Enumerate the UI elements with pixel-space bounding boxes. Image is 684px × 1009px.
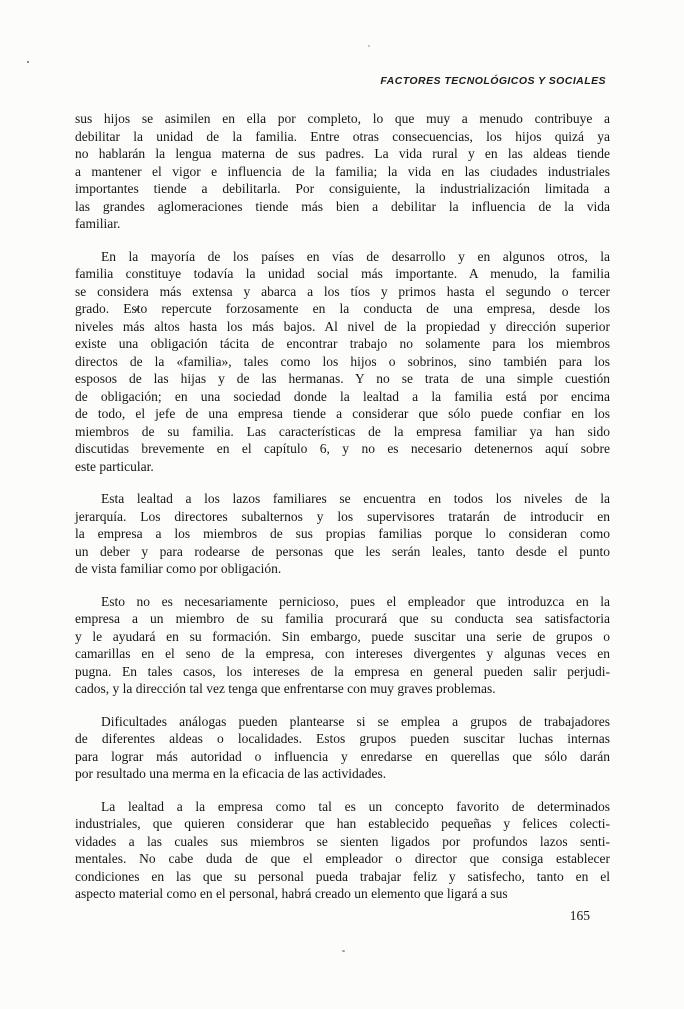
text-line: familiar. — [75, 216, 121, 231]
text-line: este particular. — [75, 458, 154, 474]
text-line: La lealtad a la empresa como tal es un concepto favorito de determinados — [101, 798, 610, 814]
text-line: se considera más extensa y abarca a los tíos y primos hasta el segundo o tercer — [75, 283, 610, 299]
text-line: las grandes aglomeraciones tiende más bien a debilitar la influencia de la vida — [75, 198, 610, 214]
text-line: jerarquía. Los directores subalternos y los supervisores tratarán de introducir en — [75, 508, 610, 524]
running-header: FACTORES TECNOLÓGICOS Y SOCIALES — [380, 75, 606, 87]
scan-speck — [368, 45, 370, 47]
text-line: industriales, que quieren considerar que han establecido pequeñas y felices colecti- — [75, 816, 610, 831]
text-line: por resultado una merma en la eficacia de las actividades. — [75, 766, 387, 781]
text-line: esposos de las hijas y de las hermanas. Y no se trata de una simple cuestión — [75, 371, 610, 386]
text-line: familia constituye todavía la unidad social más importante. A menudo, la familia — [75, 266, 610, 281]
text-line: Esta lealtad a los lazos familiares se encuentra en todos los niveles de la — [101, 491, 610, 506]
text-line: debilitar la unidad de la familia. Entre otras consecuencias, los hijos quizá ya — [75, 128, 610, 144]
text-line: empresa a un miembro de su familia procurará que su conducta sea satisfactoria — [75, 611, 610, 626]
text-line: Esto no es necesariamente pernicioso, pues el empleador que introduzca en la — [101, 593, 610, 609]
text-line: de diferentes aldeas o localidades. Estos grupos pueden suscitar luchas internas — [75, 731, 610, 746]
text-line: condiciones en las que su personal pueda trabajar feliz y satisfecho, tanto en el — [75, 868, 610, 884]
text-line: mentales. No cabe duda de que el empleador o director que consiga establecer — [75, 851, 610, 866]
text-line: miembros de su familia. Las características de la empresa familiar ya han sido — [75, 423, 610, 439]
text-line: Dificultades análogas pueden plantearse si se emplea a grupos de trabajadores — [101, 713, 610, 729]
text-line: la empresa a los miembros de sus propias familias porque lo consideran como — [75, 526, 610, 541]
text-line: discutidas brevemente en el capítulo 6, y no es necesario detenernos aquí sobre — [75, 441, 610, 456]
text-line: existe una obligación tácita de encontrar trabajo no solamente para los miembros — [75, 336, 610, 351]
body-text — [75, 110, 610, 918]
text-line: pugna. En tales casos, los intereses de la empresa en general pueden salir perjudi- — [75, 663, 610, 679]
text-line: no hablarán la lengua materna de sus padres. La vida rural y en las aldeas tiende — [75, 146, 610, 161]
page-number: 165 — [569, 908, 590, 923]
text-line: y le ayudará en su formación. Sin embargo, puede suscitar una serie de grupos o — [75, 628, 610, 644]
paragraph — [75, 490, 610, 578]
paragraph — [75, 798, 610, 903]
text-line: de obligación; en una sociedad donde la lealtad a la familia está por encima — [75, 388, 610, 404]
text-line: directos de la «familia», tales como los hijos o sobrinos, sino también para los — [75, 353, 610, 369]
text-line: vidades a las cuales sus miembros se sienten ligados por profundos lazos senti- — [75, 833, 610, 849]
scan-speck — [27, 61, 29, 63]
text-line: importantes tiende a debilitarla. Por consiguiente, la industrialización limitada a — [75, 181, 610, 196]
text-line: un deber y para rodearse de personas que les serán leales, tanto desde el punto — [75, 543, 610, 559]
paragraph — [75, 248, 610, 476]
text-line: sus hijos se asimilen en ella por completo, lo que muy a menudo contribuye a — [75, 111, 610, 126]
text-line: para lograr más autoridad o influencia y enredarse en querellas que sólo darán — [75, 748, 610, 764]
text-line: niveles más altos hasta los más bajos. Al nivel de la propiedad y dirección superior — [75, 318, 610, 334]
text-line: a mantener el vigor e influencia de la familia; la vida en las ciudades industriales — [75, 163, 610, 179]
paragraph — [75, 713, 610, 783]
paragraph — [75, 593, 610, 698]
text-line: En la mayoría de los países en vías de desarrollo y en algunos otros, la — [101, 248, 610, 264]
text-line: camarillas en el seno de la empresa, con intereses divergentes y algunas veces en — [75, 646, 610, 661]
text-line: de vista familiar como por obligación. — [75, 561, 282, 576]
text-line: cados, y la dirección tal vez tenga que enfrentarse con muy graves problemas. — [75, 681, 496, 696]
text-line: de todo, el jefe de una empresa tiende a considerar que sólo puede confiar en los — [75, 406, 610, 421]
paragraph — [75, 110, 610, 233]
text-line: aspecto material como en el personal, habrá creado un elemento que ligará a sus — [75, 886, 508, 901]
text-line: grado. Esto repercute forzosamente en la conducta de una empresa, desde los — [75, 301, 610, 316]
scan-speck — [342, 950, 345, 952]
